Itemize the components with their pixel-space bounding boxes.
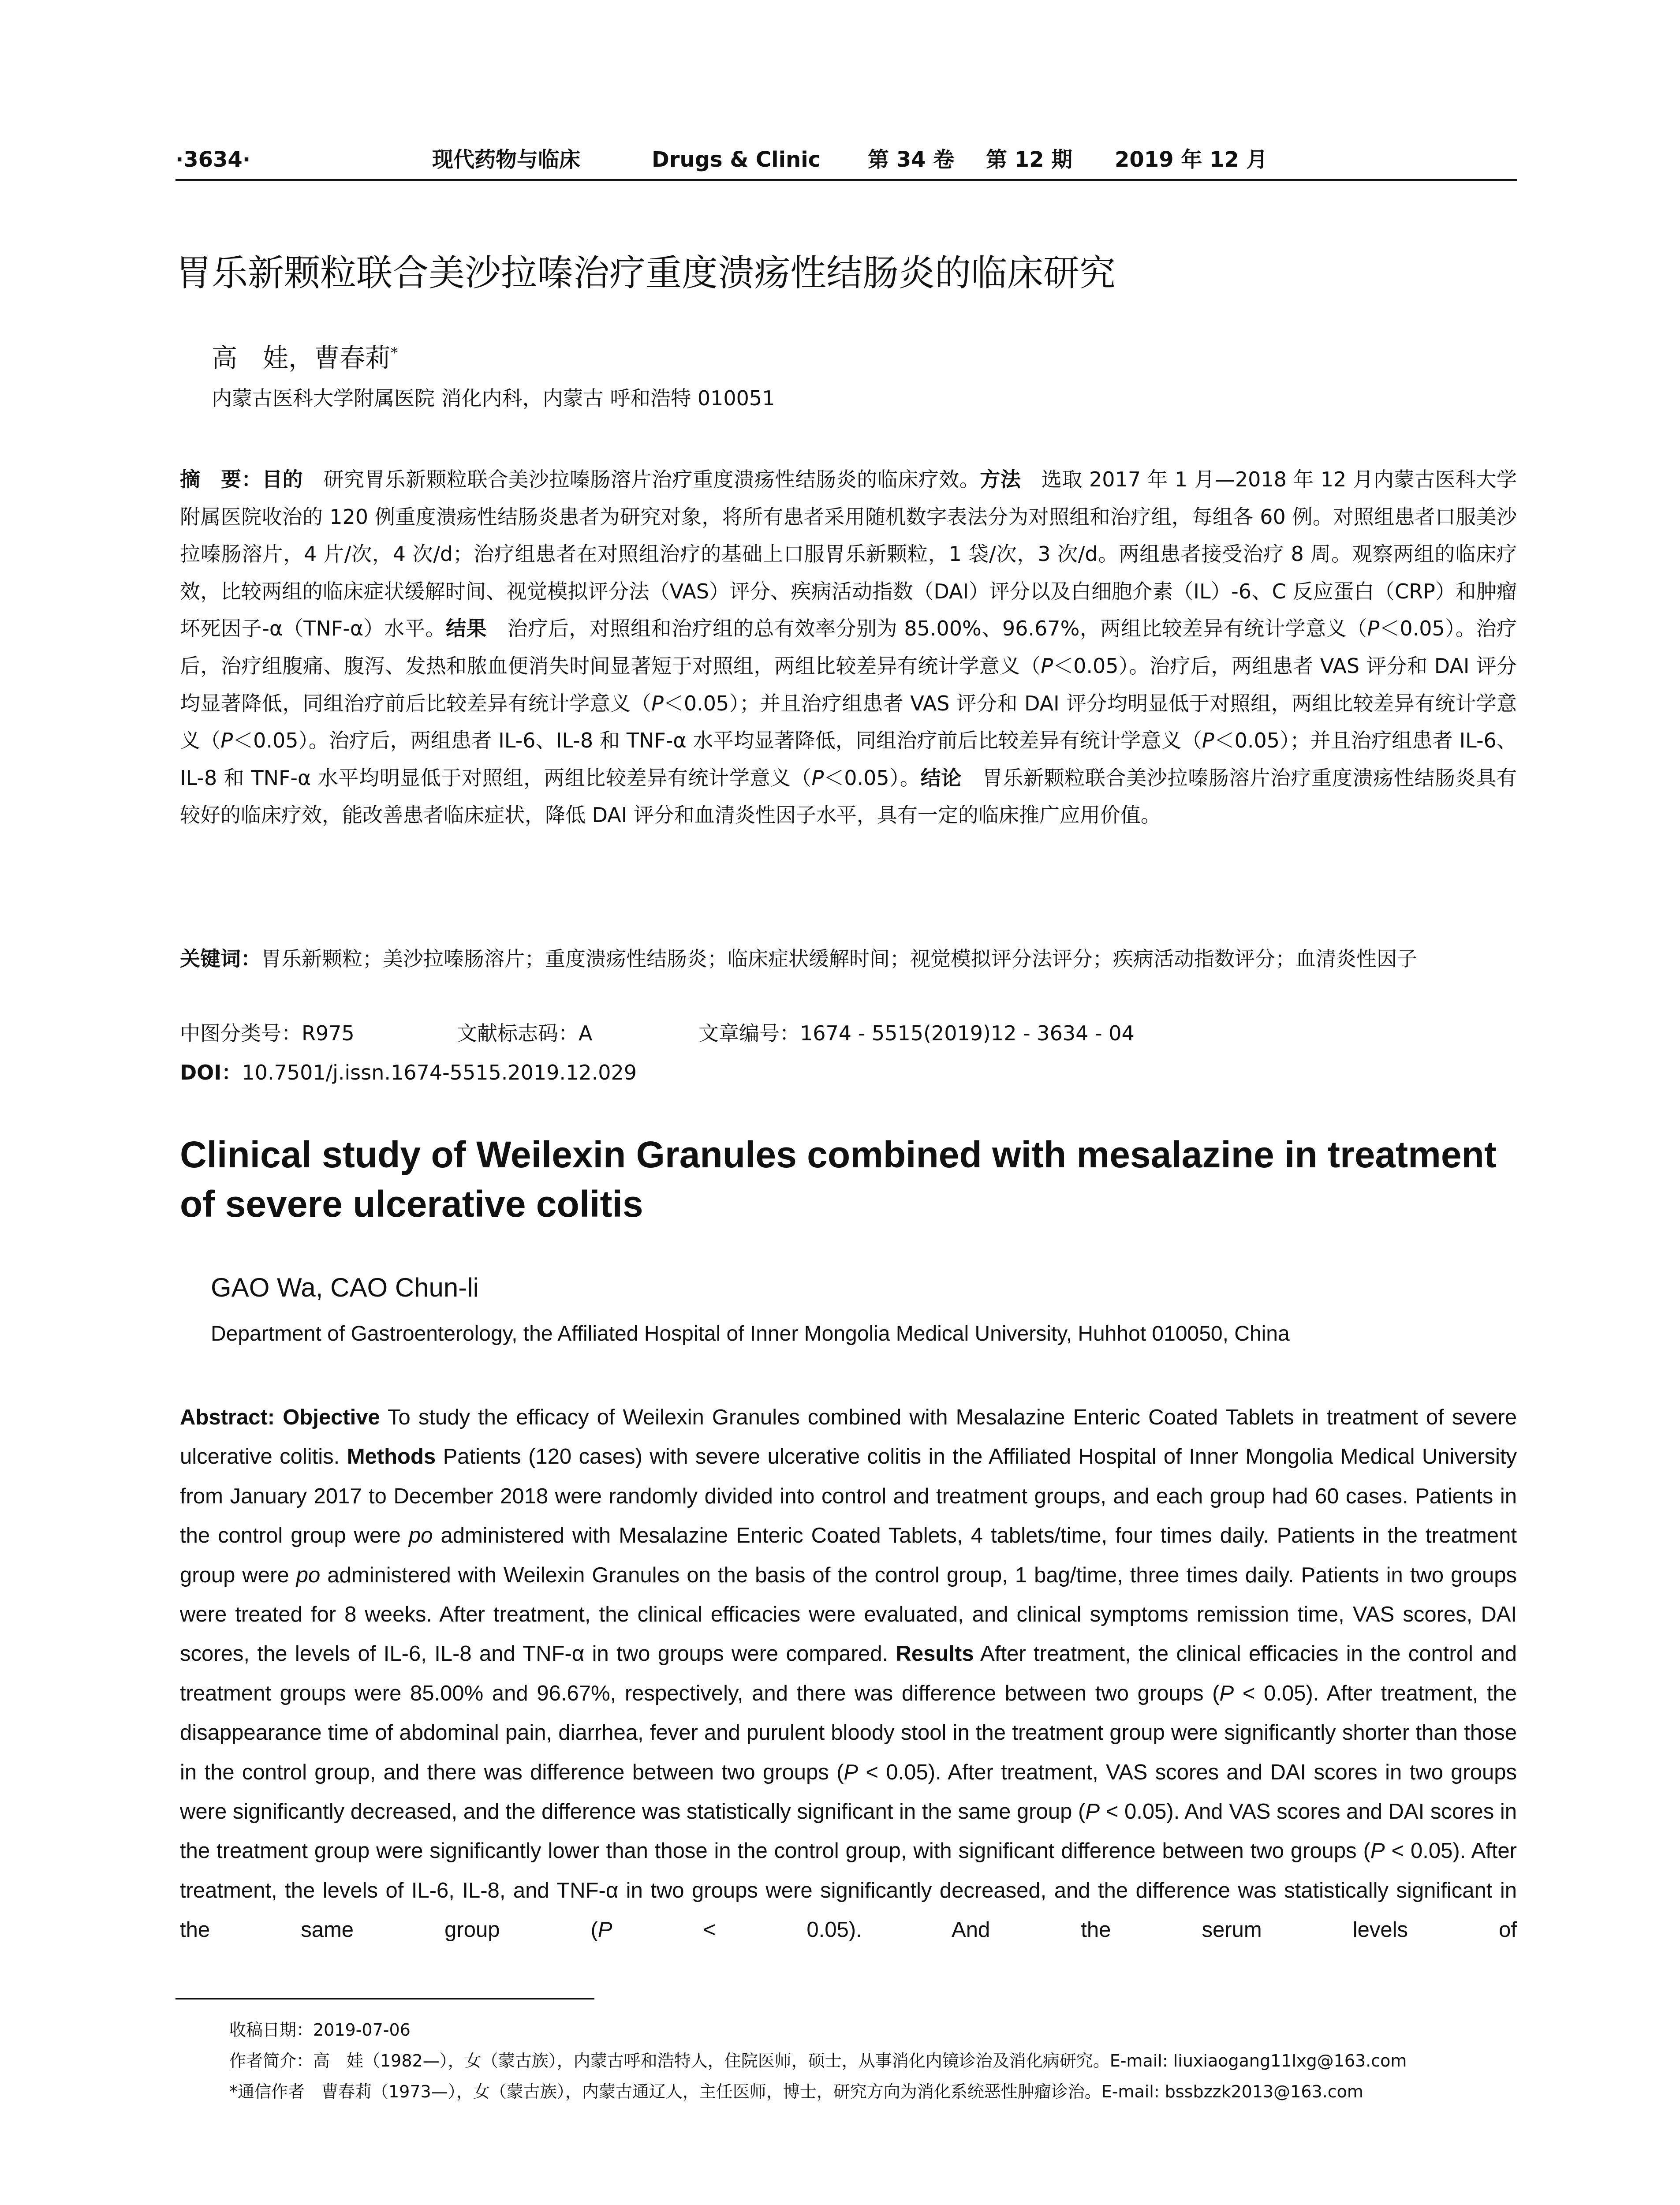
chinese-title: 胃乐新颗粒联合美沙拉嗪治疗重度溃疡性结肠炎的临床研究 bbox=[175, 252, 1116, 294]
english-abstract bbox=[180, 1398, 1517, 1950]
chinese-affiliation: 内蒙古医科大学附属医院 消化内科，内蒙古 呼和浩特 010051 bbox=[212, 386, 775, 410]
issue: 第 12 期 bbox=[986, 147, 1073, 172]
received-date: 收稿日期：2019-07-06 bbox=[229, 2020, 411, 2040]
po-term: po bbox=[408, 1524, 433, 1548]
english-authors: GAO Wa, CAO Chun-li bbox=[211, 1273, 479, 1302]
document-code: 文献标志码：A bbox=[457, 1021, 593, 1045]
english-title: Clinical study of Weilexin Granules combined with mesalazine in treatment of severe ulcerative colitis bbox=[180, 1134, 1497, 1225]
objective-label: Objective bbox=[283, 1405, 380, 1429]
chinese-authors bbox=[212, 335, 398, 375]
running-header bbox=[175, 140, 1517, 181]
corresponding-mark: * bbox=[391, 344, 398, 361]
chinese-author-names: 高 娃，曹春莉 bbox=[212, 343, 391, 373]
results-text: < 0.05). And VAS scores and DAI scores in the treatment group were significantly lower than those in the control group, with significant difference between two groups ( bbox=[180, 1800, 1517, 1863]
results-text: After treatment, the clinical efficacies in the control and treatment groups were 85.00% and 96.67%, respectively, and there was difference between two groups ( bbox=[180, 1642, 1517, 1705]
methods-label: Methods bbox=[347, 1445, 436, 1469]
p-symbol: P bbox=[1085, 1800, 1100, 1824]
results-text: ＜0.05）；并且治疗组患者 IL-6、IL-8 和 TNF-α 水平均明显低于对照组，两组比较差异有统计学意义（ bbox=[180, 729, 1517, 790]
methods-text: administered with Weilexin Granules on the basis of the control group, 1 bag/time, three times daily. Patients in two groups were treated for 8 weeks. After treatment, the clinical efficacies were evaluated, and clinical symptoms remission time, VAS scores, DAI scores, the levels of IL-6, IL-8 and TNF-α in two groups were compared. bbox=[180, 1563, 1517, 1666]
results-text: < 0.05). After treatment, the disappearance time of abdominal pain, diarrhea, fever and purulent bloody stool in the treatment group were significantly shorter than those in the control group, and there was difference between two groups ( bbox=[180, 1681, 1517, 1784]
objective-text: To study the efficacy of Weilexin Granules combined with Mesalazine Enteric Coated Tablets in treatment of severe ulcerative colitis. bbox=[180, 1405, 1517, 1469]
methods-text: Patients (120 cases) with severe ulcerative colitis in the Affiliated Hospital of Inner Mongolia Medical University from January 2017 to December 2018 were randomly divided into control and treatment groups, and each group had 60 cases. Patients in the control group were bbox=[180, 1445, 1517, 1548]
po-term: po bbox=[296, 1563, 321, 1587]
keywords-text: 胃乐新颗粒；美沙拉嗪肠溶片；重度溃疡性结肠炎；临床症状缓解时间；视觉模拟评分法评分；疾病活动指数评分；血清炎性因子 bbox=[261, 947, 1417, 971]
chinese-abstract bbox=[180, 461, 1517, 834]
methods-text: 选取 2017 年 1 月—2018 年 12 月内蒙古医科大学附属医院收治的 120 例重度溃疡性结肠炎患者为研究对象，将所有患者采用随机数字表法分为对照组和治疗组，每组各 60 例。对照组患者口服美沙拉嗪肠溶片，4 片/次，4 次/d；治疗组患者在对照组治疗的基础上口服胃乐新颗粒，1 袋/次，3 次/d。两组患者接受治疗 8 周。观察两组的临床疗效，比较两组的临床症状缓解时间、视觉模拟评分法（VAS）评分、疾病活动指数（DAI）评分以及白细胞介素（IL）-6、C 反应蛋白（CRP）和肿瘤坏死因子-α（TNF-α）水平。 bbox=[180, 467, 1517, 641]
p-symbol: P bbox=[1219, 1681, 1234, 1705]
doi-label: DOI： bbox=[180, 1061, 242, 1084]
results-text: ＜0.05）。治疗后，两组患者 IL-6、IL-8 和 TNF-α 水平均显著降低，同组治疗前后比较差异有统计学意义（ bbox=[233, 729, 1202, 753]
journal-name-cn: 现代药物与临床 bbox=[432, 147, 581, 172]
page-number: ·3634· bbox=[175, 147, 251, 172]
results-label: 结果 bbox=[445, 617, 487, 641]
methods-text: administered with Mesalazine Enteric Coated Tablets, 4 tablets/time, four times daily. Patients in the treatment group were bbox=[180, 1524, 1517, 1587]
p-symbol: P bbox=[811, 766, 824, 790]
chinese-keywords bbox=[180, 939, 1517, 978]
methods-label: 方法 bbox=[980, 467, 1021, 491]
issue-date: 2019 年 12 月 bbox=[1115, 147, 1268, 172]
p-symbol: P bbox=[1202, 729, 1214, 753]
objective-text: 研究胃乐新颗粒联合美沙拉嗪肠溶片治疗重度溃疡性结肠炎的临床疗效。 bbox=[303, 467, 980, 491]
p-symbol: P bbox=[1041, 654, 1053, 678]
english-affiliation: Department of Gastroenterology, the Affiliated Hospital of Inner Mongolia Medical University, Huhhot 010050, China bbox=[211, 1322, 1290, 1345]
results-text: ＜0.05）；并且治疗组患者 VAS 评分和 DAI 评分均明显低于对照组，两组比较差异有统计学意义（ bbox=[180, 691, 1517, 753]
corresponding-author: *通信作者 曹春莉（1973—），女（蒙古族），内蒙古通辽人，主任医师，博士，研究方向为消化系统恶性肿瘤诊治。E-mail: bssbzzk2013@163.com bbox=[229, 2082, 1363, 2101]
abstract-label: 摘 要： bbox=[180, 467, 262, 491]
abstract-label: Abstract: bbox=[180, 1405, 283, 1429]
p-symbol: P bbox=[651, 691, 664, 715]
p-symbol: P bbox=[597, 1918, 612, 1942]
p-symbol: P bbox=[1367, 617, 1380, 641]
p-symbol: P bbox=[844, 1760, 859, 1784]
footnote-divider bbox=[175, 1998, 594, 1999]
p-symbol: P bbox=[220, 729, 233, 753]
conclusion-text: 胃乐新颗粒联合美沙拉嗪肠溶片治疗重度溃疡性结肠炎具有较好的临床疗效，能改善患者临床症状，降低 DAI 评分和血清炎性因子水平，具有一定的临床推广应用价值。 bbox=[180, 766, 1517, 827]
volume: 第 34 卷 bbox=[868, 147, 955, 172]
doi-line bbox=[180, 1055, 637, 1090]
conclusion-label: 结论 bbox=[920, 766, 962, 790]
clc-number: 中图分类号：R975 bbox=[180, 1021, 355, 1045]
results-text: ＜0.05）。治疗后，两组患者 VAS 评分和 DAI 评分均显著降低，同组治疗前后比较差异有统计学意义（ bbox=[180, 654, 1517, 715]
footnotes bbox=[229, 2014, 1526, 2107]
results-text: < 0.05). And the serum levels of bbox=[612, 1918, 1517, 1942]
doi-value: 10.7501/j.issn.1674-5515.2019.12.029 bbox=[242, 1061, 637, 1084]
results-text: < 0.05). After treatment, VAS scores and DAI scores in two groups were significantly decreased, and the difference was statistically significant in the same group ( bbox=[180, 1760, 1517, 1824]
keywords-label: 关键词： bbox=[180, 947, 261, 971]
author-introduction: 作者简介：高 娃（1982—），女（蒙古族），内蒙古呼和浩特人，住院医师，硕士，从事消化内镜诊治及消化病研究。E-mail: liuxiaogang11lxg@163.com bbox=[229, 2051, 1407, 2070]
results-text: ＜0.05）。 bbox=[824, 766, 921, 790]
results-text: ＜0.05）。治疗后，治疗组腹痛、腹泻、发热和脓血便消失时间显著短于对照组，两组比较差异有统计学意义（ bbox=[180, 617, 1517, 678]
results-label: Results bbox=[896, 1642, 974, 1666]
results-text: 治疗后，对照组和治疗组的总有效率分别为 85.00%、96.67%，两组比较差异有统计学意义（ bbox=[487, 617, 1367, 641]
p-symbol: P bbox=[1370, 1839, 1385, 1863]
objective-label: 目的 bbox=[262, 467, 303, 491]
article-number: 文章编号：1674 - 5515(2019)12 - 3634 - 04 bbox=[698, 1021, 1135, 1045]
results-text: < 0.05). After treatment, the levels of IL-6, IL-8, and TNF-α in two groups were significantly decreased, and the difference was statistically significant in the same group ( bbox=[180, 1839, 1517, 1942]
journal-name-en: Drugs & Clinic bbox=[652, 147, 821, 172]
